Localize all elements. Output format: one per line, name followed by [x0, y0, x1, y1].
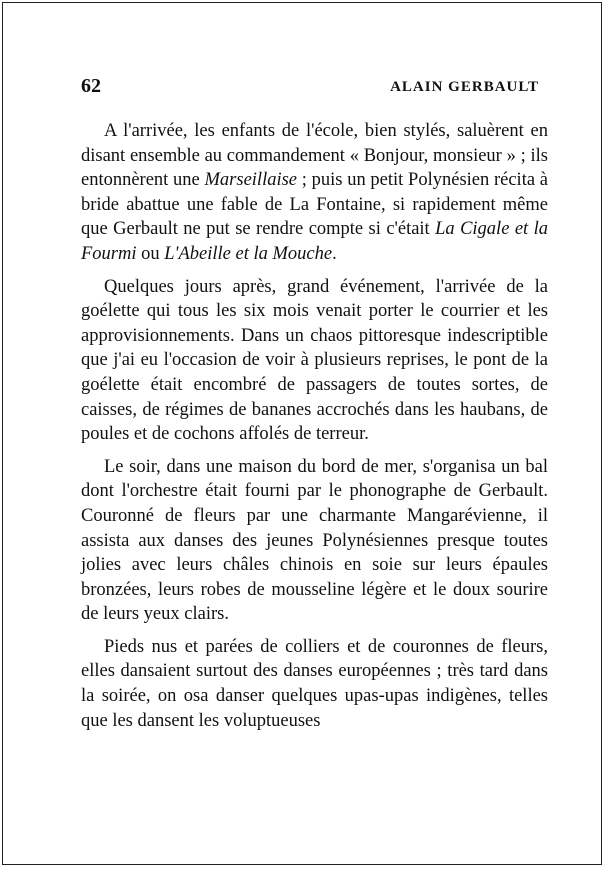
paragraph	[81, 275, 548, 447]
text-run: Le soir, dans une maison du bord de mer, s'organisa un bal dont l'orchestre était fourni par le phonographe de Gerbault. Couronné de fleurs par une charmante Mangarévienne, il assista aux danses des jeunes Polynésiennes presque toutes jolies avec leurs châles chinois en soie sur leurs épaules bronzées, leurs robes de mousseline légère et le doux sourire de leurs yeux clairs.	[81, 456, 548, 625]
text-run: Quelques jours après, grand événement, l'arrivée de la goélette qui tous les six mois venait porter le courrier et les approvisionnements. Dans un chaos pittoresque indescriptible que j'ai eu l'occasion de voir à plusieurs reprises, le pont de la goélette était encombré de passagers de toutes sortes, de caisses, de régimes de bananes accrochés dans les haubans, de poules et de cochons affolés de terreur.	[81, 276, 548, 445]
italic-title: L'Abeille et la Mouche	[164, 243, 333, 264]
running-head	[81, 75, 539, 101]
page-number: 62	[81, 75, 101, 97]
text-run: .	[332, 243, 337, 264]
italic-title: Marseillaise	[204, 170, 298, 191]
text-run: A l'arrivée, les enfants de l'école, bien stylés, saluèrent en disant ensemble au commandement « Bonjour, monsieur » ; ils entonnèrent une	[81, 121, 548, 191]
body-text	[81, 119, 548, 741]
book-page	[2, 2, 602, 865]
text-run: Pieds nus et parées de colliers et de couronnes de fleurs, elles dansaient surtout des danses européennes ; très tard dans la soirée, on osa danser quelques upas-upas indigènes, telles que les dansent les voluptueuses	[81, 636, 548, 731]
running-title: ALAIN GERBAULT	[390, 79, 539, 95]
text-run: ou	[136, 243, 165, 264]
paragraph	[81, 635, 548, 733]
italic-title: La Cigale et la Fourmi	[81, 219, 548, 264]
paragraph	[81, 455, 548, 627]
paragraph	[81, 119, 548, 267]
text-run: ; puis un petit Polynésien récita à bride abattue une fable de La Fontaine, si rapidement même que Gerbault ne put se rendre compte si c'était	[81, 170, 548, 240]
